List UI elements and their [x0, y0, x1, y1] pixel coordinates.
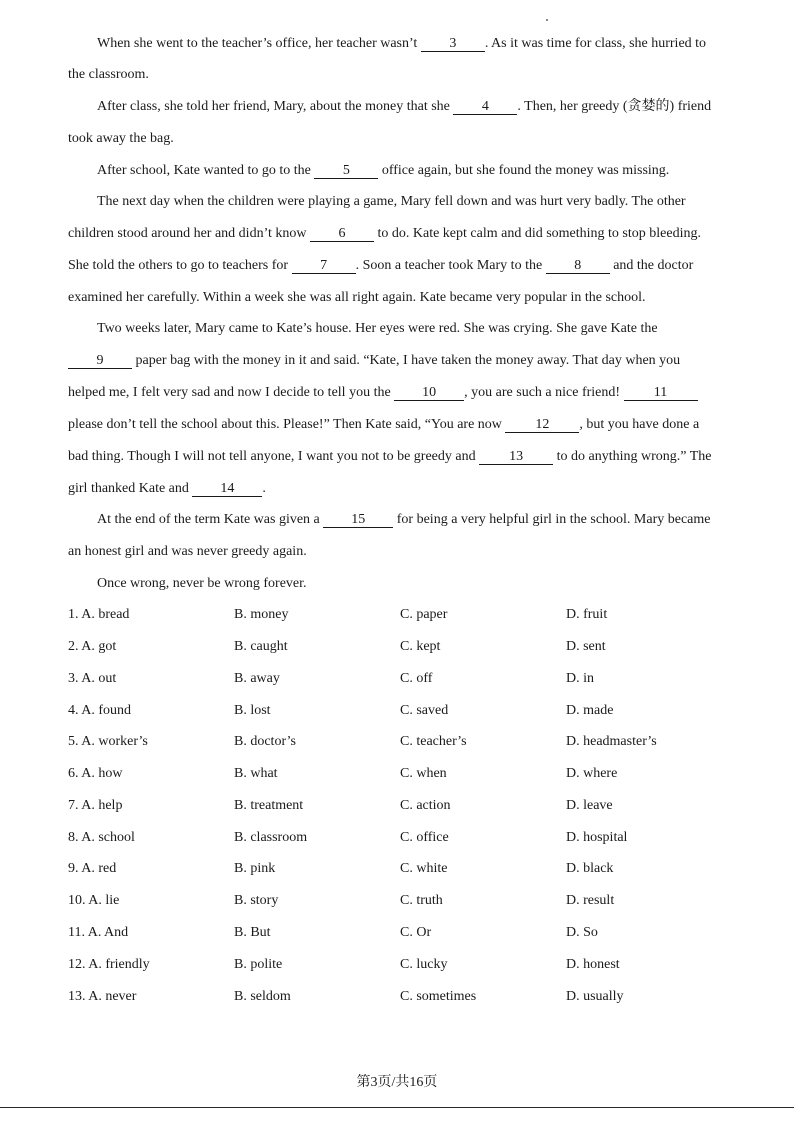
option: C. saved — [400, 703, 449, 718]
option: 3. A. out — [68, 671, 117, 686]
option: 5. A. worker’s — [68, 734, 148, 749]
answer-blank-15: 15 — [323, 512, 393, 528]
option: B. caught — [234, 639, 288, 654]
option: B. away — [234, 671, 280, 686]
option-row — [68, 765, 768, 783]
answer-blank-9: 9 — [68, 353, 132, 369]
answer-blank-3: 3 — [421, 36, 485, 52]
option-row — [68, 638, 768, 656]
option: D. honest — [566, 957, 620, 972]
option: B. seldom — [234, 989, 291, 1004]
option: C. truth — [400, 893, 443, 908]
option: 7. A. help — [68, 798, 123, 813]
answer-blank-12: 12 — [505, 417, 579, 433]
passage-line: 9 paper bag with the money in it and said. “Kate, I have taken the money away. That day when you — [68, 352, 680, 370]
option: B. lost — [234, 703, 271, 718]
answer-blank-8: 8 — [546, 258, 610, 274]
option: D. headmaster’s — [566, 734, 657, 749]
answer-blank-11: 11 — [624, 385, 698, 401]
option: D. made — [566, 703, 614, 718]
option: D. where — [566, 766, 618, 781]
option: D. hospital — [566, 830, 628, 845]
option: 4. A. found — [68, 703, 131, 718]
answer-blank-6: 6 — [310, 226, 374, 242]
option: 1. A. bread — [68, 607, 130, 622]
passage-line: children stood around her and didn’t know 6 to do. Kate kept calm and did something to stop bleeding. — [68, 226, 701, 241]
answer-blank-14: 14 — [192, 481, 262, 497]
option: 11. A. And — [68, 925, 129, 940]
option: C. office — [400, 830, 449, 845]
answer-blank-5: 5 — [314, 163, 378, 179]
option: 12. A. friendly — [68, 957, 150, 972]
option: B. money — [234, 607, 289, 622]
answer-blank-13: 13 — [479, 449, 553, 465]
option-row — [68, 606, 768, 624]
option: C. when — [400, 766, 447, 781]
passage-moral: Once wrong, never be wrong forever. — [97, 576, 307, 591]
passage-line: helped me, I felt very sad and now I decide to tell you the 10 , you are such a nice friend! 11 — [68, 384, 698, 402]
option: B. pink — [234, 861, 276, 876]
option: C. action — [400, 798, 451, 813]
passage-line: an honest girl and was never greedy again. — [68, 544, 307, 559]
passage-line: She told the others to go to teachers for 7 . Soon a teacher took Mary to the 8 and the doctor — [68, 258, 694, 273]
option: B. treatment — [234, 798, 304, 813]
option: 9. A. red — [68, 861, 117, 876]
option: B. what — [234, 766, 278, 781]
option-row — [68, 797, 768, 815]
option: D. in — [566, 671, 594, 686]
option: C. kept — [400, 639, 441, 654]
passage-line: the classroom. — [68, 67, 149, 82]
passage-line: girl thanked Kate and 14 . — [68, 481, 266, 496]
option: D. black — [566, 861, 614, 876]
bottom-rule — [0, 1107, 794, 1108]
answer-blank-7: 7 — [292, 258, 356, 274]
option-row — [68, 892, 768, 910]
option-row — [68, 702, 768, 720]
option-row — [68, 829, 768, 847]
passage-line: bad thing. Though I will not tell anyone, I want you not to be greedy and 13 to do anything wrong.” The — [68, 449, 712, 464]
passage-line: After school, Kate wanted to go to the 5 office again, but she found the money was missing. — [97, 163, 670, 178]
option-row — [68, 956, 768, 974]
option: B. doctor’s — [234, 734, 296, 749]
option: D. leave — [566, 798, 613, 813]
option: D. fruit — [566, 607, 608, 622]
option: D. usually — [566, 989, 624, 1004]
answer-blank-4: 4 — [453, 99, 517, 115]
option-row — [68, 670, 768, 688]
option: D. result — [566, 893, 615, 908]
option: C. teacher’s — [400, 734, 467, 749]
option: C. white — [400, 861, 448, 876]
option: C. paper — [400, 607, 448, 622]
option-row — [68, 988, 768, 1006]
option-row — [68, 860, 768, 878]
passage-line: Two weeks later, Mary came to Kate’s house. Her eyes were red. She was crying. She gave Kate the — [97, 321, 658, 336]
option: 10. A. lie — [68, 893, 120, 908]
passage-line: When she went to the teacher’s office, her teacher wasn’t 3 . As it was time for class, she hurried to — [97, 36, 707, 51]
option: 8. A. school — [68, 830, 135, 845]
option: C. lucky — [400, 957, 448, 972]
option: 2. A. got — [68, 639, 117, 654]
option: B. polite — [234, 957, 283, 972]
option-row — [68, 733, 768, 751]
passage-line: took away the bag. — [68, 131, 174, 146]
option: B. But — [234, 925, 271, 940]
option: C. off — [400, 671, 433, 686]
passage-line: After class, she told her friend, Mary, about the money that she 4 . Then, her greedy (贪婪的) friend — [97, 99, 712, 114]
option: D. sent — [566, 639, 606, 654]
option-row — [68, 924, 768, 942]
option: C. sometimes — [400, 989, 477, 1004]
option: C. Or — [400, 925, 432, 940]
page-number: 第3页/共16页 — [356, 1075, 438, 1090]
option: B. story — [234, 893, 279, 908]
option: 13. A. never — [68, 989, 137, 1004]
answer-blank-10: 10 — [394, 385, 464, 401]
passage-line: examined her carefully. Within a week she was all right again. Kate became very popular in the school. — [68, 290, 646, 305]
option: D. So — [566, 925, 598, 940]
passage-line: The next day when the children were playing a game, Mary fell down and was hurt very badly. The other — [97, 194, 686, 209]
option: 6. A. how — [68, 766, 123, 781]
passage-line: At the end of the term Kate was given a 15 for being a very helpful girl in the school. Mary became — [97, 512, 711, 527]
option: B. classroom — [234, 830, 308, 845]
scan-speck — [546, 19, 548, 21]
passage-line: please don’t tell the school about this. Please!” Then Kate said, “You are now 12 , but you have done a — [68, 417, 700, 432]
